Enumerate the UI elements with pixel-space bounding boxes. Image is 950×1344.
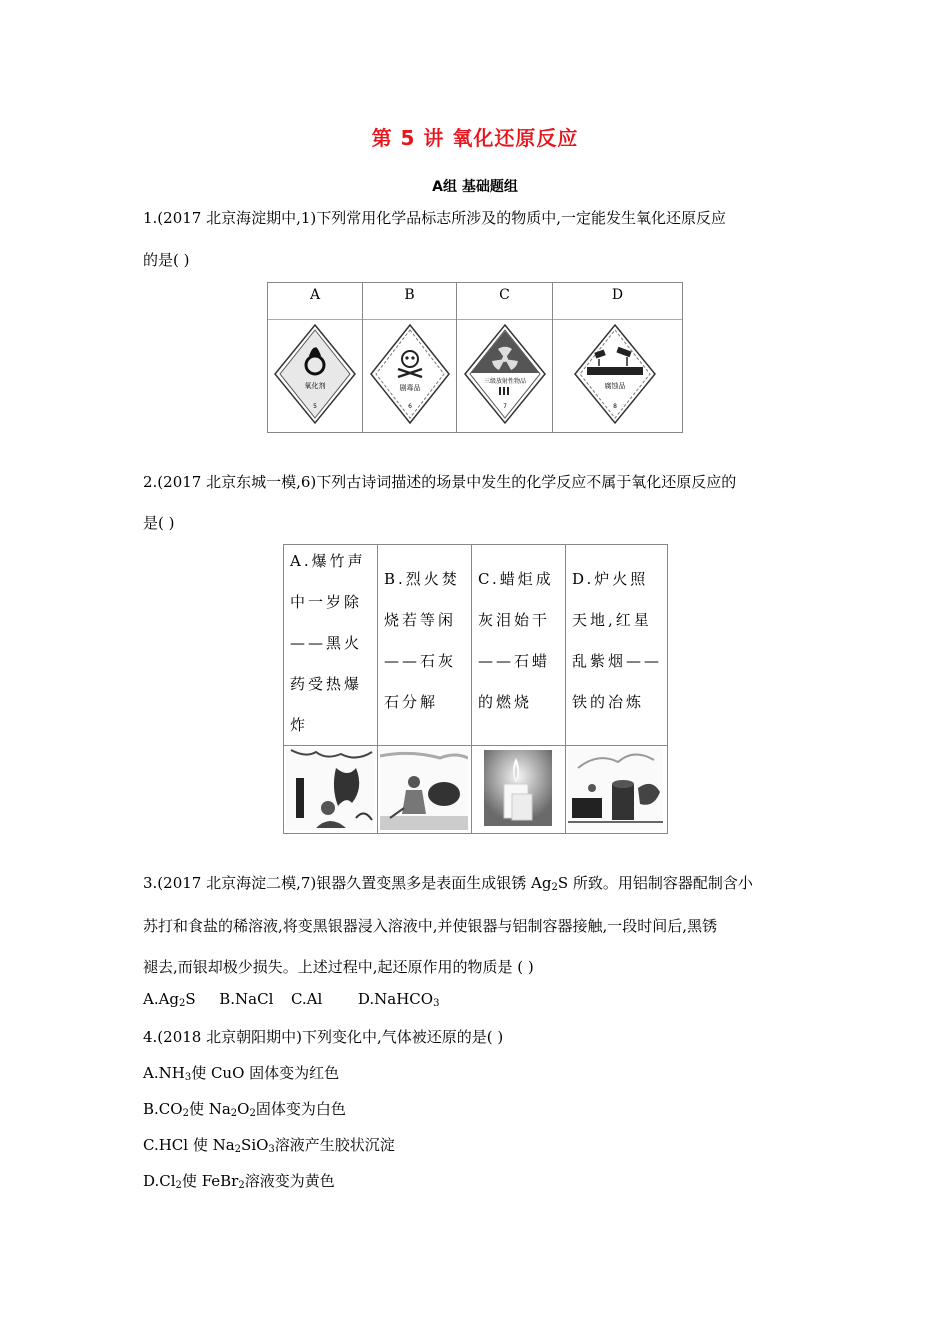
q1-stem-line2: 的是( ) xyxy=(143,251,190,269)
q1-header-d: D xyxy=(611,287,624,303)
q2-option-c-text: C.蜡炬成灰泪始干——石蜡的燃烧 xyxy=(478,570,554,711)
iron-smelting-illustration xyxy=(568,748,663,830)
q3-stem-line1: 3.(2017 北京海淀二模,7)银器久置变黑多是表面生成银锈 $Ag_2S$ 所致。用铝制容器配制含小 xyxy=(143,874,753,893)
sign-label: 剧毒品 xyxy=(399,384,421,392)
q2-option-a-text: A.爆竹声中一岁除——黑火药受热爆炸 xyxy=(290,552,366,734)
sign-class-number: 8 xyxy=(613,403,617,410)
q2-option-a xyxy=(284,545,378,833)
oxidizer-sign-icon xyxy=(272,321,359,427)
q4-choice-a: $A.NH_3$使 CuO 固体变为红色 xyxy=(143,1064,340,1083)
group-heading: A组 基础题组 xyxy=(432,179,518,195)
q1-header-b: B xyxy=(404,287,415,303)
sign-label: 腐蚀品 xyxy=(604,382,626,390)
page-title: 第 5 讲 氧化还原反应 xyxy=(371,126,579,150)
sign-label: 三级放射性物品 xyxy=(483,378,527,385)
q3-choice-d: D.NaHCO$_3$ xyxy=(357,990,440,1009)
radioactive-sign-icon xyxy=(461,321,549,427)
q4-choice-c: C.HCl 使 $Na_2SiO_3$溶液产生胶状沉淀 xyxy=(143,1136,395,1155)
limekiln-illustration xyxy=(380,748,468,830)
q4-stem: 4.(2018 北京朝阳期中)下列变化中,气体被还原的是( ) xyxy=(143,1028,504,1046)
q1-options-table xyxy=(267,282,683,433)
corrosive-sign-icon xyxy=(557,321,678,427)
q1-option-b xyxy=(363,283,457,432)
q2-option-b xyxy=(378,545,472,833)
q1-option-c xyxy=(457,283,553,432)
q1-header-a: A xyxy=(309,287,321,303)
q3-choices xyxy=(143,990,439,1008)
q3-stem-line2: 苏打和食盐的稀溶液,将变黑银器浸入溶液中,并使银器与铝制容器接触,一段时间后,黑锈 xyxy=(143,917,718,935)
q2-options-table xyxy=(283,544,668,834)
sign-class-number: 5 xyxy=(313,403,317,410)
q3-choice-b: B.NaCl xyxy=(219,990,274,1008)
q2-stem-line1: 2.(2017 北京东城一模,6)下列古诗词描述的场景中发生的化学反应不属于氧化还原反应的 xyxy=(143,473,737,491)
q1-stem-line1: 1.(2017 北京海淀期中,1)下列常用化学品标志所涉及的物质中,一定能发生氧化还原反应 xyxy=(143,209,727,227)
q2-stem-line2: 是( ) xyxy=(143,514,175,532)
q1-option-d xyxy=(553,283,682,432)
q4-choice-d: $D.Cl_2$使 FeBr$_2$溶液变为黄色 xyxy=(143,1172,335,1191)
q2-option-c xyxy=(472,545,566,833)
q3-choice-c: C.Al xyxy=(290,990,323,1008)
q1-header-c: C xyxy=(499,287,510,303)
q3-choice-a: $A.Ag_2S$ xyxy=(143,990,196,1009)
toxic-sign-icon xyxy=(367,321,453,427)
sign-class-number: 7 xyxy=(503,403,507,410)
sign-class-number: 6 xyxy=(408,403,412,410)
q2-option-d-text: D.炉火照天地,红星乱紫烟——铁的冶炼 xyxy=(572,570,663,711)
q2-option-b-text: B.烈火焚烧若等闲——石灰石分解 xyxy=(384,570,460,711)
sign-label: 氧化剂 xyxy=(304,382,326,390)
q4-choice-b: $B.CO_2$使 $Na_2O_2$固体变为白色 xyxy=(143,1100,346,1119)
firecracker-illustration xyxy=(286,748,374,830)
q3-stem-line3: 褪去,而银却极少损失。上述过程中,起还原作用的物质是 ( ) xyxy=(143,958,534,976)
candle-illustration xyxy=(474,748,562,830)
q1-option-a xyxy=(268,283,363,432)
q2-option-d xyxy=(566,545,667,833)
